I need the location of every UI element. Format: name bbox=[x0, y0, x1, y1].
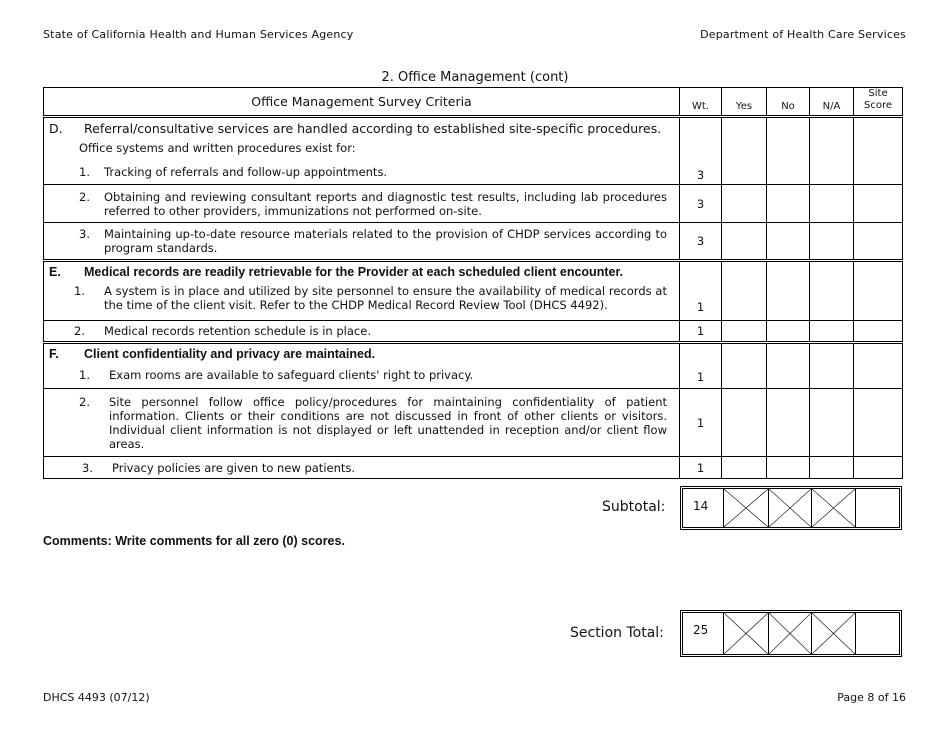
crossed-box bbox=[812, 489, 856, 527]
na-header: N/A bbox=[810, 88, 854, 117]
item-text: Site personnel follow office policy/procedures for maintaining confidentiality of patient information. Clients or their conditions are not discussed in front of other clients or visitors. Individual client information is not displayed or left unattended in reception and/or client flow areas. bbox=[109, 394, 667, 451]
item-number: 2. bbox=[79, 189, 90, 204]
yes-header: Yes bbox=[722, 88, 767, 117]
yes-cell[interactable] bbox=[722, 389, 767, 457]
weight-cell: 1 bbox=[680, 457, 722, 479]
site-score-cell[interactable] bbox=[854, 389, 903, 457]
table-row bbox=[44, 343, 903, 389]
section-f-title: Client confidentiality and privacy are maintained. bbox=[84, 347, 376, 361]
item-text: Privacy policies are given to new patients. bbox=[112, 460, 356, 475]
crossed-box bbox=[769, 489, 812, 527]
table-row bbox=[44, 223, 903, 261]
na-cell[interactable] bbox=[810, 343, 854, 389]
page-number: Page 8 of 16 bbox=[837, 691, 906, 704]
site-score-cell[interactable] bbox=[854, 261, 903, 321]
no-cell[interactable] bbox=[767, 321, 810, 343]
crossed-box bbox=[769, 613, 812, 654]
na-cell[interactable] bbox=[810, 389, 854, 457]
criteria-table bbox=[43, 87, 903, 479]
site-score-cell[interactable] bbox=[854, 457, 903, 479]
yes-cell[interactable] bbox=[722, 117, 767, 185]
yes-cell[interactable] bbox=[722, 185, 767, 223]
no-cell[interactable] bbox=[767, 457, 810, 479]
na-cell[interactable] bbox=[810, 261, 854, 321]
na-cell[interactable] bbox=[810, 321, 854, 343]
score-label: Score bbox=[863, 100, 892, 111]
table-header-row bbox=[44, 88, 903, 117]
subtotal-site-score[interactable] bbox=[856, 489, 899, 527]
weight-cell: 3 bbox=[680, 185, 722, 223]
section-f-letter: F. bbox=[49, 347, 59, 361]
section-total-label: Section Total: bbox=[570, 625, 664, 641]
no-header: No bbox=[767, 88, 810, 117]
form-number: DHCS 4493 (07/12) bbox=[43, 691, 150, 704]
section-title: 2. Office Management (cont) bbox=[381, 70, 569, 85]
yes-cell[interactable] bbox=[722, 261, 767, 321]
na-cell[interactable] bbox=[810, 185, 854, 223]
section-e-letter: E. bbox=[49, 265, 61, 279]
item-number: 2. bbox=[79, 394, 90, 409]
weight-cell: 3 bbox=[680, 117, 722, 185]
section-total-site-score[interactable] bbox=[856, 613, 899, 654]
item-text: Obtaining and reviewing consultant reports and diagnostic test results, including lab procedures referred to other providers, immunizations not performed on-site. bbox=[104, 189, 667, 218]
na-cell[interactable] bbox=[810, 117, 854, 185]
na-cell[interactable] bbox=[810, 457, 854, 479]
weight-cell: 1 bbox=[680, 389, 722, 457]
weight-cell: 1 bbox=[680, 343, 722, 389]
section-total-bar bbox=[680, 610, 902, 657]
department-header: Department of Health Care Services bbox=[700, 28, 906, 41]
item-text: Maintaining up-to-date resource materials related to the provision of CHDP services according to program standards. bbox=[104, 227, 667, 255]
section-d-intro: Office systems and written procedures exist for: bbox=[79, 141, 356, 155]
no-cell[interactable] bbox=[767, 389, 810, 457]
subtotal-label: Subtotal: bbox=[602, 499, 666, 515]
no-cell[interactable] bbox=[767, 261, 810, 321]
criteria-header: Office Management Survey Criteria bbox=[44, 88, 680, 117]
yes-cell[interactable] bbox=[722, 223, 767, 261]
section-e-title: Medical records are readily retrievable for the Provider at each scheduled client encounter. bbox=[84, 265, 624, 279]
item-number: 1. bbox=[74, 284, 85, 298]
item-text: Medical records retention schedule is in place. bbox=[104, 324, 371, 338]
no-cell[interactable] bbox=[767, 343, 810, 389]
item-number: 1. bbox=[79, 368, 90, 382]
wt-header: Wt. bbox=[680, 88, 722, 117]
weight-cell: 3 bbox=[680, 223, 722, 261]
site-score-cell[interactable] bbox=[854, 185, 903, 223]
table-row bbox=[44, 457, 903, 479]
crossed-box bbox=[812, 613, 856, 654]
agency-header: State of California Health and Human Services Agency bbox=[43, 28, 354, 41]
site-score-cell[interactable] bbox=[854, 223, 903, 261]
table-row bbox=[44, 117, 903, 185]
yes-cell[interactable] bbox=[722, 321, 767, 343]
comments-instruction: Comments: Write comments for all zero (0) scores. bbox=[43, 534, 345, 548]
item-number: 2. bbox=[74, 324, 85, 338]
no-cell[interactable] bbox=[767, 223, 810, 261]
yes-cell[interactable] bbox=[722, 457, 767, 479]
na-cell[interactable] bbox=[810, 223, 854, 261]
subtotal-bar bbox=[680, 486, 902, 530]
table-row bbox=[44, 185, 903, 223]
no-cell[interactable] bbox=[767, 117, 810, 185]
site-score-cell[interactable] bbox=[854, 117, 903, 185]
table-row bbox=[44, 321, 903, 343]
table-row bbox=[44, 261, 903, 321]
crossed-box bbox=[724, 489, 769, 527]
item-text: Exam rooms are available to safeguard clients' right to privacy. bbox=[109, 368, 474, 382]
item-number: 3. bbox=[82, 460, 93, 475]
site-score-cell[interactable] bbox=[854, 321, 903, 343]
section-total-value: 25 bbox=[683, 613, 724, 654]
item-text: A system is in place and utilized by site personnel to ensure the availability of medical records at the time of the client visit. Refer to the CHDP Medical Record Review Tool (DHCS 4492). bbox=[104, 284, 667, 312]
item-text: Tracking of referrals and follow-up appointments. bbox=[104, 165, 388, 179]
item-number: 1. bbox=[79, 165, 90, 179]
crossed-box bbox=[724, 613, 769, 654]
section-d-letter: D. bbox=[49, 121, 63, 136]
section-d-title: Referral/consultative services are handled according to established site-specific procedures. bbox=[84, 121, 662, 136]
site-score-cell[interactable] bbox=[854, 343, 903, 389]
site-label: Site bbox=[868, 88, 888, 99]
subtotal-value: 14 bbox=[683, 489, 724, 527]
table-row bbox=[44, 389, 903, 457]
weight-cell: 1 bbox=[680, 261, 722, 321]
yes-cell[interactable] bbox=[722, 343, 767, 389]
item-number: 3. bbox=[79, 227, 90, 241]
site-score-header bbox=[854, 88, 903, 117]
weight-cell: 1 bbox=[680, 321, 722, 343]
no-cell[interactable] bbox=[767, 185, 810, 223]
